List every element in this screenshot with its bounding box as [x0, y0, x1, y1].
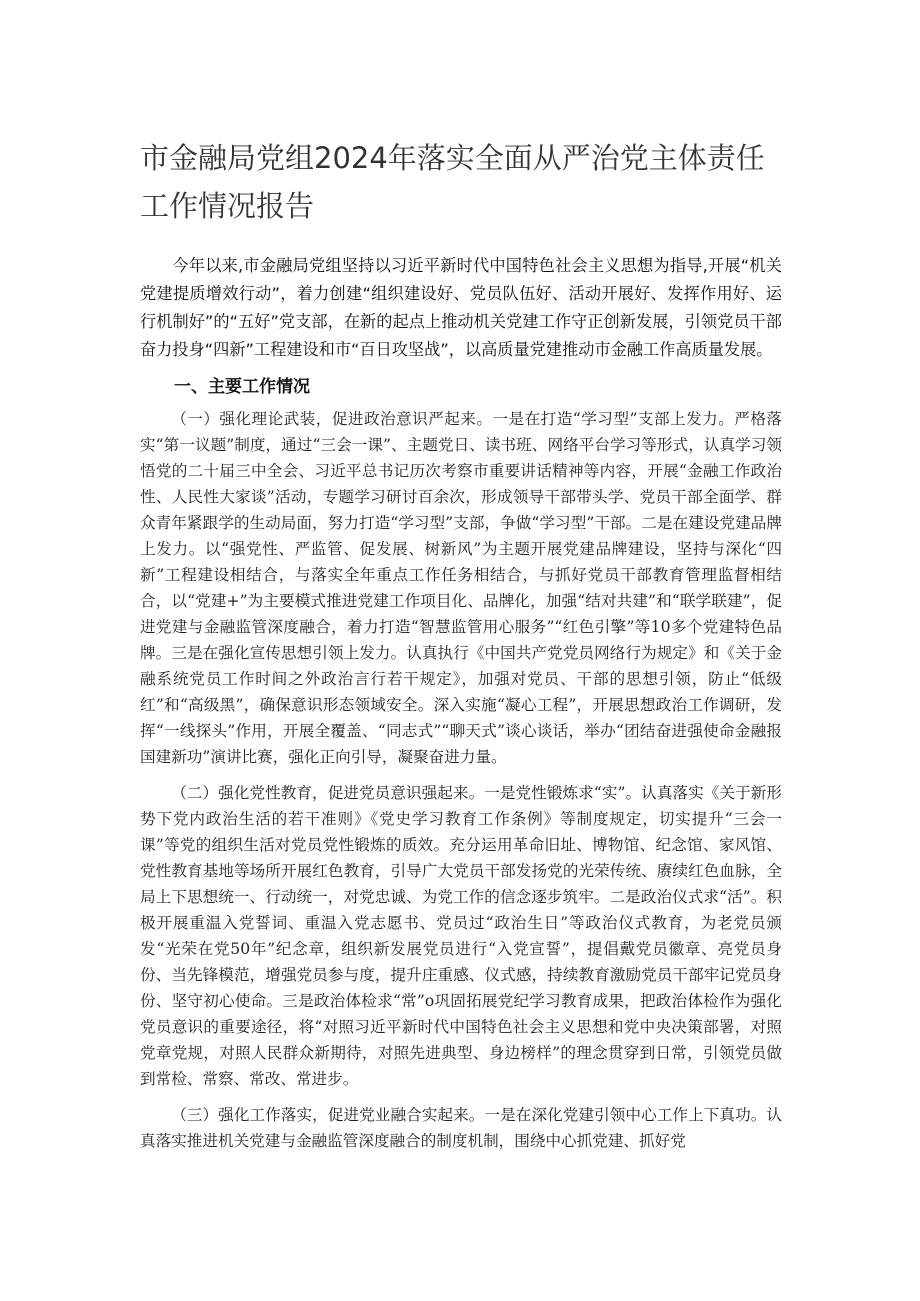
paragraph-1: （一）强化理论武装，促进政治意识严起来。一是在打造“学习型”支部上发力。严格落实“第一议题”制度，通过“三会一课”、主题党日、读书班、网络平台学习等形式，认真学习领悟党的二十届三中全会、习近平总书记历次考察市重要讲话精神等内容，开展“金融工作政治性、人民性大家谈”活动，专题学习研讨百余次，形成领导干部带头学、党员干部全面学、群众青年紧跟学的生动局面，努力打造“学习型”支部，争做“学习型”干部。二是在建设党建品牌上发力。以“强党性、严监管、促发展、树新风”为主题开展党建品牌建设，坚持与深化“四新”工程建设相结合，与落实全年重点工作任务相结合，与抓好党员干部教育管理监督相结合，以“党建+”为主要模式推进党建工作项目化、品牌化，加强“结对共建”和“联学联建”，促进党建与金融监管深度融合，着力打造“智慧监管用心服务”“红色引擎”等10多个党建特色品牌。三是在强化宣传思想引领上发力。认真执行《中国共产党党员网络行为规定》和《关于金融系统党员工作时间之外政治言行若干规定》，加强对党员、干部的思想引领，防止“低级红”和“高级黑”，确保意识形态领域安全。深入实施“凝心工程”，开展思想政治工作调研，发挥“一线探头”作用，开展全覆盖、“同志式”“聊天式”谈心谈话，举办“团结奋进强使命金融报国建新功”演讲比赛，强化正向引导，凝聚奋进力量。 [140, 410, 782, 766]
intro-paragraph: 今年以来,市金融局党组坚持以习近平新时代中国特色社会主义思想为指导,开展“机关党建提质增效行动”，着力创建“组织建设好、党员队伍好、活动开展好、发挥作用好、运行机制好”的“五好”党支部，在新的起点上推动机关党建工作守正创新发展，引领党员干部奋力投身“四新”工程建设和市“百日攻坚战”，以高质量党建推动市金融工作高质量发展。 [140, 256, 782, 359]
document-title: 市金融局党组2024年落实全面从严治党主体责任工作情况报告 [140, 141, 765, 223]
paragraph-2: （二）强化党性教育，促进党员意识强起来。一是党性锻炼求“实”。认真落实《关于新形势下党内政治生活的若干准则》《党史学习教育工作条例》等制度规定，切实提升“三会一课”等党的组织生活对党员党性锻炼的质效。充分运用革命旧址、博物馆、纪念馆、家风馆、党性教育基地等场所开展红色教育，引导广大党员干部发扬党的光荣传统、赓续红色血脉，全局上下思想统一、行动统一，对党忠诚、为党工作的信念逐步筑牢。二是政治仪式求“活”。积极开展重温入党誓词、重温入党志愿书、党员过“政治生日”等政治仪式教育，为老党员颁发“光荣在党50年”纪念章，组织新发展党员进行“入党宣誓”，提倡戴党员徽章、亮党员身份、当先锋模范，增强党员参与度，提升庄重感、仪式感，持续教育激励党员干部牢记党员身份、坚守初心使命。三是政治体检求“常”o巩固拓展党纪学习教育成果，把政治体检作为强化党员意识的重要途径，将“对照习近平新时代中国特色社会主义思想和党中央决策部署，对照党章党规，对照人民群众新期待，对照先进典型、身边榜样”的理念贯穿到日常，引领党员做到常检、常察、常改、常进步。 [140, 784, 782, 1088]
paragraph-3: （三）强化工作落实，促进党业融合实起来。一是在深化党建引领中心工作上下真功。认真落实推进机关党建与金融监管深度融合的制度机制，围绕中心抓党建、抓好党 [140, 1106, 782, 1150]
section-heading: 一、主要工作情况 [174, 377, 310, 397]
document-body [140, 252, 782, 1154]
